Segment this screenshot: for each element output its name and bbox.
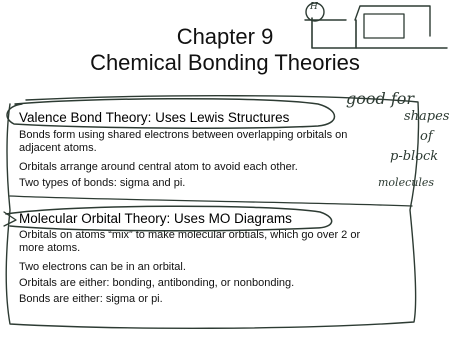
section-divider-stroke <box>10 196 412 206</box>
margin-note-line-5: molecules <box>378 176 434 189</box>
mo-line-2: more atoms. <box>19 242 81 254</box>
vb-line-3: Orbitals arrange around central atom to avoid each other. <box>19 161 298 173</box>
margin-note-line-1: good for <box>346 89 415 108</box>
mo-line-5: Bonds are either: sigma or pi. <box>19 293 163 305</box>
title-line-1: Chapter 9 <box>176 24 274 49</box>
vb-line-4: Two types of bonds: sigma and pi. <box>19 177 186 189</box>
atom-label: H <box>310 2 318 12</box>
mo-line-3: Two electrons can be in an orbital. <box>19 261 186 273</box>
margin-note-line-2: shapes <box>404 109 450 124</box>
mo-line-1: Orbitals on atoms “mix” to make molecular orbtials, which go over 2 or <box>19 229 361 241</box>
title-line-2: Chemical Bonding Theories <box>90 50 360 75</box>
margin-note-line-4: p-block <box>390 149 439 164</box>
molecular-orbital-heading: Molecular Orbital Theory: Uses MO Diagrams <box>19 211 292 226</box>
pointer-stroke <box>4 212 16 226</box>
mo-line-4: Orbitals are either: bonding, antibonding, or nonbonding. <box>19 277 295 289</box>
margin-note-line-3: of <box>420 129 433 144</box>
vb-line-2: adjacent atoms. <box>19 142 97 154</box>
valence-bond-heading: Valence Bond Theory: Uses Lewis Structures <box>19 110 290 125</box>
vb-line-1: Bonds form using shared electrons between overlapping orbitals on <box>19 129 348 141</box>
slide-title <box>0 24 450 76</box>
